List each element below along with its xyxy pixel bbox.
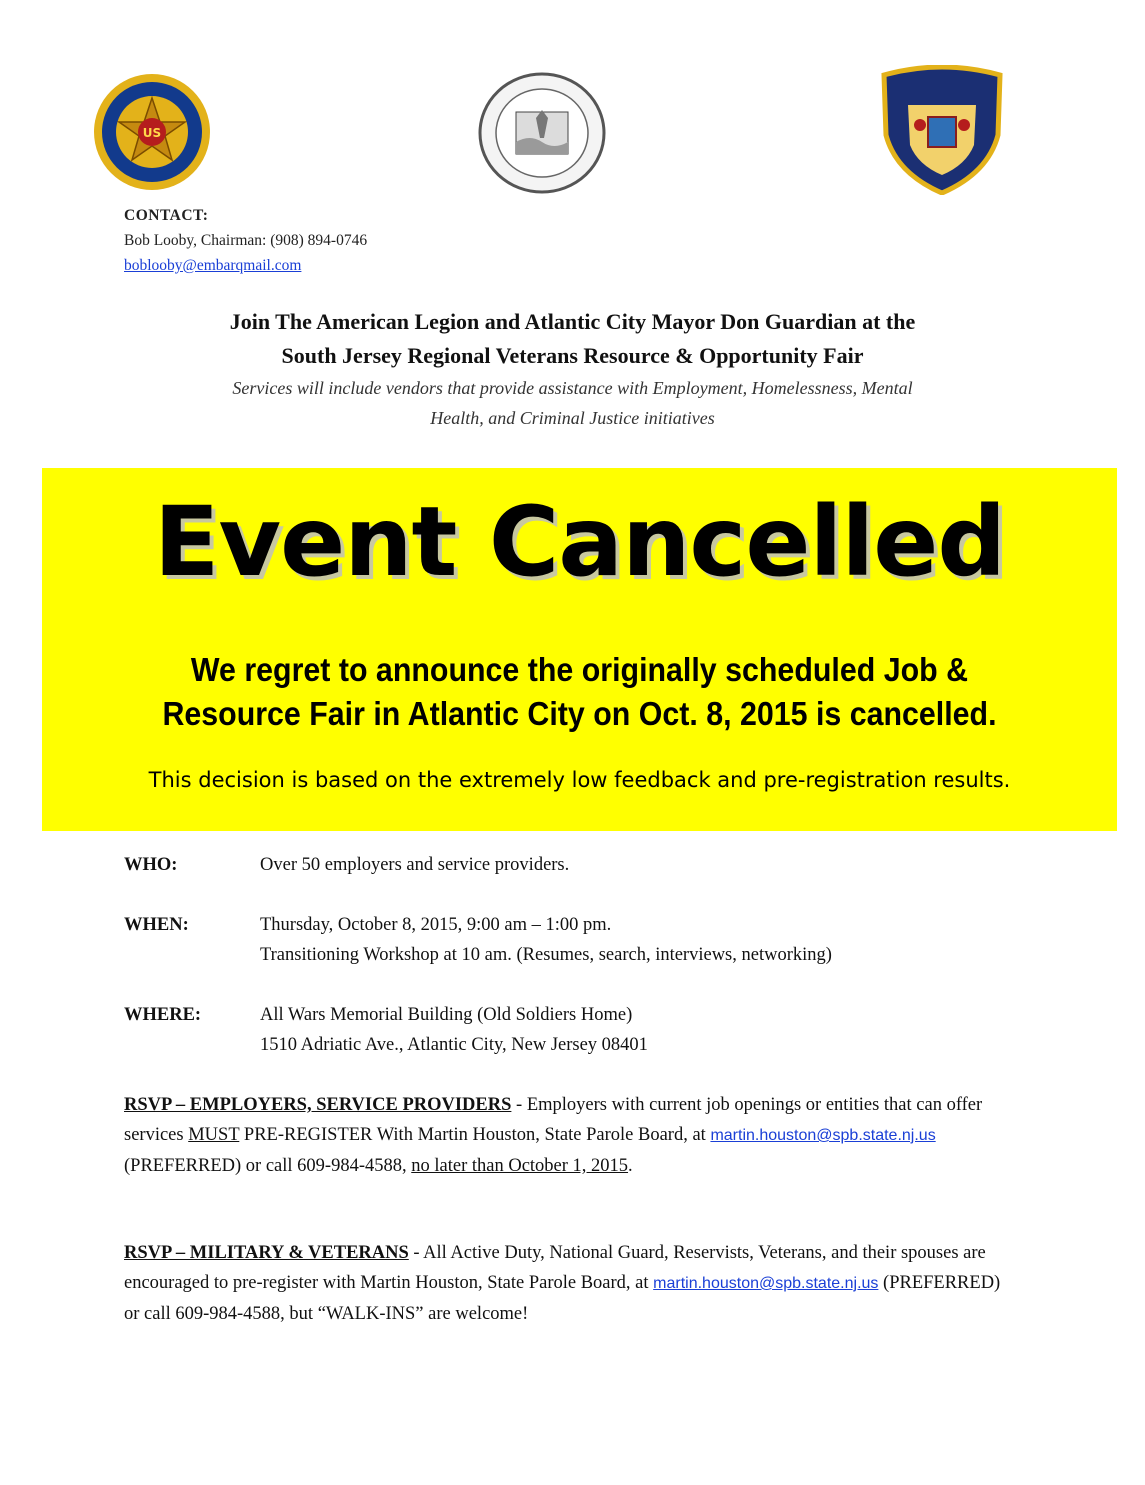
cancellation-banner xyxy=(42,468,1117,831)
who-row xyxy=(124,850,832,880)
who-label: WHO: xyxy=(124,855,178,875)
event-details xyxy=(124,850,832,1060)
services-line-2: Health, and Criminal Justice initiatives xyxy=(430,408,715,428)
american-legion-logo xyxy=(92,72,212,192)
atlantic-city-seal xyxy=(478,72,606,194)
rsvp-military-title: RSVP – MILITARY & VETERANS xyxy=(124,1243,409,1263)
nj-state-parole-badge xyxy=(878,65,1006,195)
rsvp-employers: RSVP – EMPLOYERS, SERVICE PROVIDERS - Employers with current job openings or entities that can offer services MUST PRE-REGISTER With Martin Houston, State Parole Board, at martin.houston@spb.state.nj.us (PREFERRED) or call 609-984-4588, no later than October 1, 2015. xyxy=(124,1095,983,1176)
contact-email-link[interactable]: boblooby@embarqmail.com xyxy=(124,257,302,274)
headline-line-1: Join The American Legion and Atlantic City Mayor Don Guardian at the xyxy=(229,309,916,334)
employers-email-link[interactable]: martin.houston@spb.state.nj.us xyxy=(710,1127,936,1144)
cancellation-notice xyxy=(85,648,1074,736)
headline-line-2: South Jersey Regional Veterans Resource & Opportunity Fair xyxy=(281,343,864,368)
cancellation-line-2: Resource Fair in Atlantic City on Oct. 8, 2015 is cancelled. xyxy=(162,695,997,732)
rsvp-military: RSVP – MILITARY & VETERANS - All Active Duty, National Guard, Reservists, Veterans, and their spouses are encouraged to pre-register with Martin Houston, State Parole Board, at martin.houston@spb.state.nj.us (PREFERRED) or call 609-984-4588, but “WALK-INS” are welcome! xyxy=(124,1243,1001,1324)
where-value-2: 1510 Adriatic Ave., Atlantic City, New Jersey 08401 xyxy=(260,1035,648,1055)
intro xyxy=(60,305,1085,433)
where-value-1: All Wars Memorial Building (Old Soldiers Home) xyxy=(260,1005,633,1025)
rsvp-employers-title: RSVP – EMPLOYERS, SERVICE PROVIDERS xyxy=(124,1095,512,1115)
registration-deadline: no later than October 1, 2015 xyxy=(411,1156,629,1176)
cancellation-reason: This decision is based on the extremely low feedback and pre-registration results. xyxy=(148,768,1011,792)
contact-heading: CONTACT: xyxy=(124,207,209,224)
svg-text:US: US xyxy=(142,126,162,140)
event-cancelled-title: Event Cancelled xyxy=(153,486,1006,598)
where-row xyxy=(124,1000,832,1060)
when-value-2: Transitioning Workshop at 10 am. (Resumes, search, interviews, networking) xyxy=(260,945,832,965)
who-value: Over 50 employers and service providers. xyxy=(260,855,570,875)
contact-line: Bob Looby, Chairman: (908) 894-0746 xyxy=(124,232,368,249)
contact-block xyxy=(124,203,367,278)
when-value-1: Thursday, October 8, 2015, 9:00 am – 1:00 pm. xyxy=(260,915,612,935)
services-line-1: Services will include vendors that provide assistance with Employment, Homelessness, Mental xyxy=(232,378,913,398)
when-label: WHEN: xyxy=(124,915,189,935)
where-label: WHERE: xyxy=(124,1005,202,1025)
when-row xyxy=(124,910,832,970)
cancellation-line-1: We regret to announce the originally scheduled Job & xyxy=(190,651,969,688)
military-email-link[interactable]: martin.houston@spb.state.nj.us xyxy=(653,1275,879,1292)
